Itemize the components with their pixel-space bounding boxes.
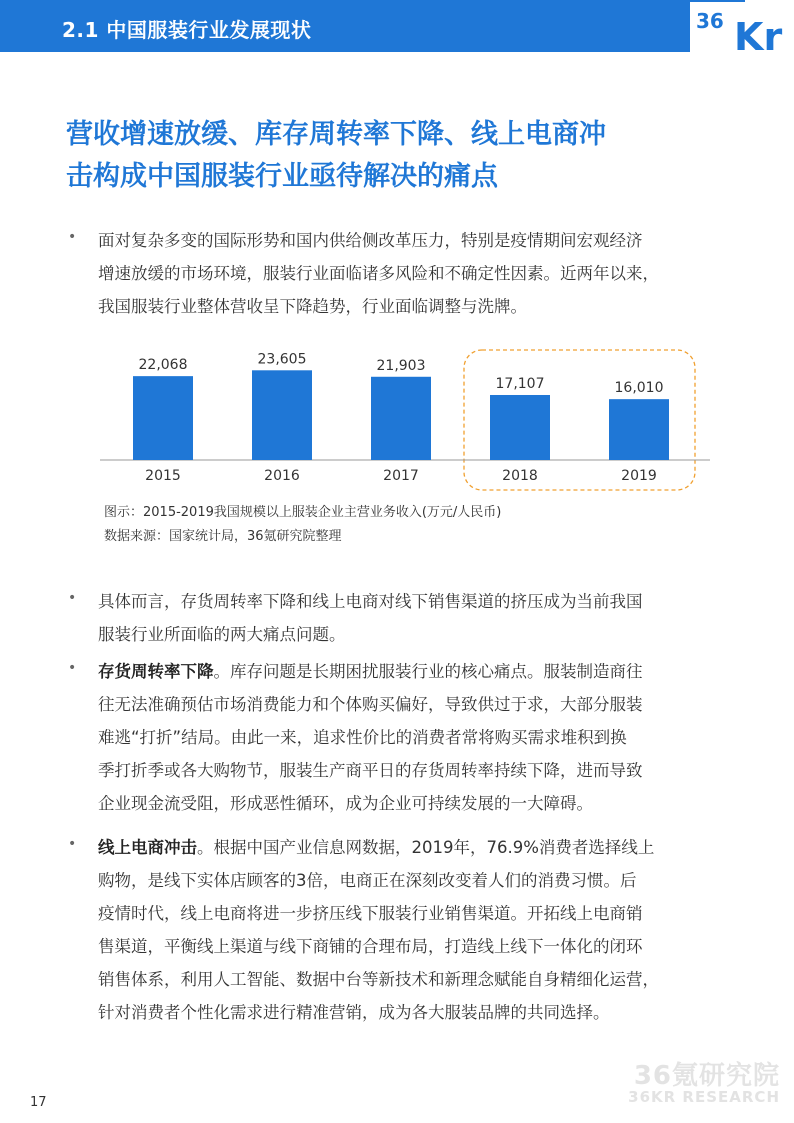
bar bbox=[490, 395, 550, 460]
para-line: 难逃“打折”结局。由此一来，追求性价比的消费者常将购买需求堆积到换 bbox=[98, 728, 627, 747]
para-line: 购物，是线下实体店顾客的3倍，电商正在深刻改变着人们的消费习惯。后 bbox=[98, 871, 637, 890]
para-line: 往无法准确预估市场消费能力和个体购买偏好，导致供过于求，大部分服装 bbox=[98, 695, 643, 714]
para-line: 疫情时代，线上电商将进一步挤压线下服装行业销售渠道。开拓线上电商销 bbox=[98, 904, 643, 923]
source-caption: 数据来源：国家统计局，36氪研究院整理 bbox=[104, 529, 342, 544]
bar bbox=[252, 370, 312, 460]
pain-points-paragraph bbox=[98, 585, 728, 651]
bar bbox=[609, 399, 669, 460]
para-line: 针对消费者个性化需求进行精准营销，成为各大服装品牌的共同选择。 bbox=[98, 1003, 610, 1022]
value-label: 16,010 bbox=[614, 380, 664, 397]
x-tick-label: 2015 bbox=[145, 468, 181, 484]
para-line: 销售体系，利用人工智能、数据中台等新技术和新理念赋能自身精细化运营， bbox=[98, 970, 659, 989]
watermark bbox=[600, 1055, 780, 1106]
para-line: 增速放缓的市场环境，服装行业面临诸多风险和不确定性因素。近两年以来， bbox=[98, 264, 659, 283]
para-line: 我国服装行业整体营收呈下降趋势，行业面临调整与洗牌。 bbox=[98, 297, 527, 316]
intro-paragraph bbox=[98, 224, 728, 323]
value-label: 21,903 bbox=[376, 357, 426, 374]
section-title: 2.1 中国服装行业发展现状 bbox=[62, 18, 312, 42]
para-line bbox=[98, 655, 728, 688]
bar bbox=[371, 377, 431, 460]
para-line: 面对复杂多变的国际形势和国内供给侧改革压力，特别是疫情期间宏观经济 bbox=[98, 231, 643, 250]
value-label: 17,107 bbox=[495, 375, 545, 392]
para-line: 售渠道，平衡线上渠道与线下商铺的合理布局，打造线上线下一体化的闭环 bbox=[98, 937, 643, 956]
page-number: 17 bbox=[30, 1095, 47, 1110]
revenue-bar-chart bbox=[100, 345, 710, 495]
value-label: 23,605 bbox=[257, 351, 307, 368]
bullet-icon: • bbox=[68, 590, 77, 606]
para-line-text: 。根据中国产业信息网数据，2019年，76.9%消费者选择线上 bbox=[197, 838, 655, 857]
x-tick-label: 2016 bbox=[264, 468, 300, 484]
inventory-paragraph bbox=[98, 655, 728, 820]
36kr-logo bbox=[690, 2, 794, 52]
watermark-cn: 36氪研究院 bbox=[633, 1061, 780, 1091]
para-line: 服装行业所面临的两大痛点问题。 bbox=[98, 625, 346, 644]
x-tick-label: 2019 bbox=[621, 468, 657, 484]
para-line: 企业现金流受阻，形成恶性循环，成为企业可持续发展的一大障碍。 bbox=[98, 794, 593, 813]
bullet-icon: • bbox=[68, 660, 77, 676]
x-tick-label: 2017 bbox=[383, 468, 419, 484]
header-band bbox=[0, 0, 745, 52]
inventory-lead: 存货周转率下降 bbox=[98, 662, 214, 681]
ecommerce-paragraph bbox=[98, 831, 728, 1029]
figure-caption: 图示：2015-2019我国规模以上服装企业主营业务收入(万元/人民币) bbox=[104, 505, 502, 520]
x-tick-label: 2018 bbox=[502, 468, 538, 484]
main-heading bbox=[66, 114, 746, 198]
para-line bbox=[98, 831, 728, 864]
heading-line-1: 营收增速放缓、库存周转率下降、线上电商冲 bbox=[66, 119, 606, 150]
watermark-en: 36KR RESEARCH bbox=[628, 1088, 780, 1106]
svg-text:36: 36 bbox=[696, 9, 724, 33]
svg-text:Kr: Kr bbox=[734, 15, 783, 52]
heading-line-2: 击构成中国服装行业亟待解决的痛点 bbox=[66, 161, 498, 192]
value-label: 22,068 bbox=[138, 357, 188, 374]
para-line: 具体而言，存货周转率下降和线上电商对线下销售渠道的挤压成为当前我国 bbox=[98, 592, 643, 611]
bar bbox=[133, 376, 193, 460]
bullet-icon: • bbox=[68, 836, 77, 852]
para-line-text: 。库存问题是长期困扰服装行业的核心痛点。服装制造商往 bbox=[213, 662, 643, 681]
bullet-icon: • bbox=[68, 229, 77, 245]
ecommerce-lead: 线上电商冲击 bbox=[98, 838, 197, 857]
para-line: 季打折季或各大购物节，服装生产商平日的存货周转率持续下降，进而导致 bbox=[98, 761, 643, 780]
